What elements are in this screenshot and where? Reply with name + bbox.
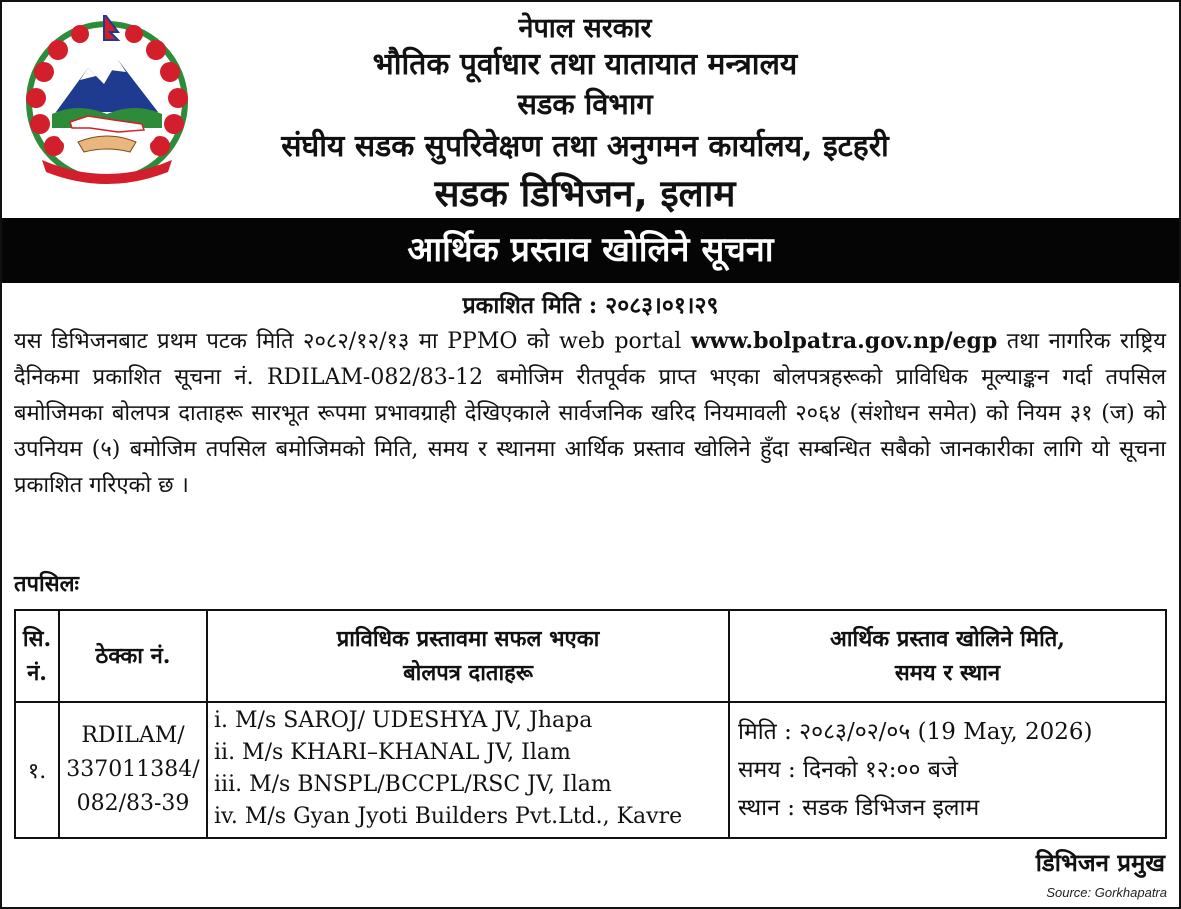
- bidder-item: i. M/s SAROJ/ UDESHYA JV, Jhapa: [214, 708, 593, 733]
- notice-website: www.bolpatra.gov.np/egp: [690, 328, 998, 354]
- header-serial-line1: सि.: [22, 626, 52, 652]
- header-office: संघीय सडक सुपरिवेक्षण तथा अनुगमन कार्यालय, इटहरी: [281, 129, 889, 164]
- header-bidders-line1: प्राविधिक प्रस्तावमा सफल भएका: [336, 626, 600, 652]
- published-date-value: २०८३।०१।२९: [605, 292, 719, 319]
- notice-part2: तथा नागरिक राष्ट्रिय दैनिकमा प्रकाशित सूचना नं. RDILAM-082/83-12 बमोजिम रीतपूर्वक प्राप्त भएका बोलपत्रहरूको प्राविधिक मूल्याङ्कन गर्दा तपसिल बमोजिमका बोलपत्र दाताहरू सारभूत रूपमा प्रभावग्राही देखिएकाले सार्वजनिक खरिद नियमावली २०६४ (संशोधन समेत) को नियम ३१ (ज) को उपनियम (५) बमोजिम तपसिल बमोजिमको मिति, समय र स्थानमा आर्थिक प्रस्ताव खोलिने हुँदा सम्बन्धित सबैको जानकारीका लागि यो सूचना प्रकाशित गरिएको छ ।: [14, 329, 1167, 498]
- header-ministry: भौतिक पूर्वाधार तथा यातायात मन्त्रालय: [372, 47, 798, 82]
- header-division: सडक डिभिजन, इलाम: [434, 172, 736, 215]
- header-opening-line1: आर्थिक प्रस्ताव खोलिने मिति,: [830, 626, 1065, 652]
- contract-line2: 337011384/: [66, 757, 200, 782]
- header-bidders-line2: बोलपत्र दाताहरू: [403, 660, 533, 686]
- header-opening-line2: समय र स्थान: [894, 660, 1001, 686]
- notice-part1: यस डिभिजनबाट प्रथम पटक मिति २०८२/१२/१३ मा PPMO को web portal: [14, 329, 691, 354]
- opening-time: समय : दिनको १२:०० बजे: [738, 757, 958, 783]
- details-label: तपसिलः: [14, 571, 79, 597]
- contract-line1: RDILAM/: [81, 723, 185, 748]
- bidder-item: iv. M/s Gyan Jyoti Builders Pvt.Ltd., Kavre: [214, 804, 683, 829]
- opening-date: मिति : २०८३/०२/०५ (19 May, 2026): [738, 719, 1093, 745]
- contract-line3: 082/83-39: [76, 791, 190, 816]
- bidder-item: ii. M/s KHARI–KHANAL JV, Ilam: [214, 740, 571, 765]
- source-credit: Source: Gorkhapatra: [1046, 885, 1167, 900]
- notice-title-banner: आर्थिक प्रस्ताव खोलिने सूचना: [0, 218, 1181, 283]
- signoff: डिभिजन प्रमुख: [1035, 849, 1165, 877]
- opening-place: स्थान : सडक डिभिजन इलाम: [738, 795, 980, 821]
- header-department: सडक विभाग: [517, 87, 653, 121]
- header-government: नेपाल सरकार: [518, 13, 652, 44]
- bidder-item: iii. M/s BNSPL/BCCPL/RSC JV, Ilam: [214, 772, 612, 797]
- header-serial-line2: नं.: [27, 660, 47, 686]
- published-date-label: प्रकाशित मिति :: [462, 292, 598, 319]
- header-contract: ठेक्का नं.: [59, 610, 207, 702]
- serial-number: १.: [15, 702, 59, 838]
